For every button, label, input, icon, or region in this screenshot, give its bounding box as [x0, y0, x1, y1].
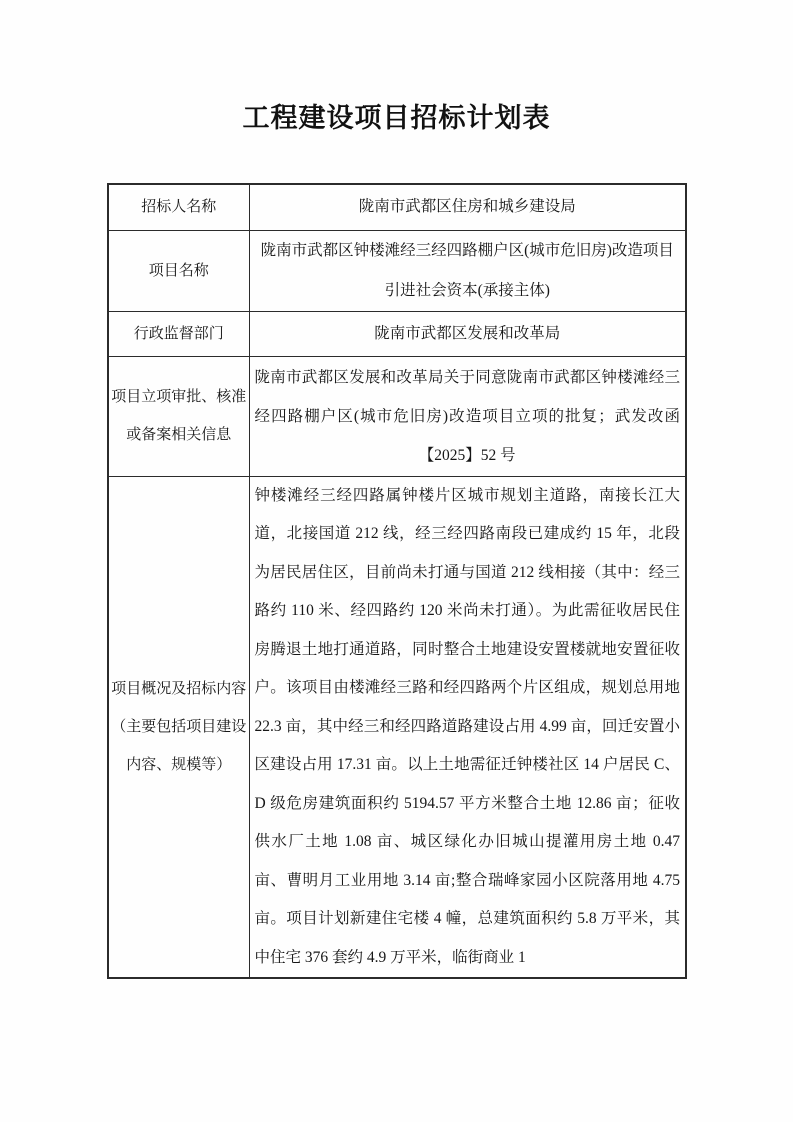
table-row-supervision-dept	[108, 311, 686, 356]
supervision-dept-value: 陇南市武都区发展和改革局	[249, 311, 686, 356]
table-row-bidder-name	[108, 184, 686, 230]
approval-info-value: 陇南市武都区发展和改革局关于同意陇南市武都区钟楼滩经三经四路棚户区(城市危旧房)改造项目立项的批复；武发改函【2025】52 号	[249, 356, 686, 476]
table-row-approval-info	[108, 356, 686, 476]
approval-info-label: 项目立项审批、核准或备案相关信息	[108, 356, 249, 476]
project-name-value: 陇南市武都区钟楼滩经三经四路棚户区(城市危旧房)改造项目引进社会资本(承接主体)	[249, 230, 686, 311]
bidder-name-value: 陇南市武都区住房和城乡建设局	[249, 184, 686, 230]
bidding-plan-table	[107, 183, 687, 979]
project-name-label: 项目名称	[108, 230, 249, 311]
bidder-name-label: 招标人名称	[108, 184, 249, 230]
table-row-project-overview	[108, 476, 686, 978]
page-title: 工程建设项目招标计划表	[242, 103, 551, 133]
table-row-project-name	[108, 230, 686, 311]
project-overview-value: 钟楼滩经三经四路属钟楼片区城市规划主道路，南接长江大道，北接国道 212 线，经三经四路南段已建成约 15 年，北段为居民居住区，目前尚未打通与国道 212 线相接（其中：经三路约 110 米、经四路约 120 米尚未打通）。为此需征收居民住房腾退土地打通道路，同时整合土地建设安置楼就地安置征收户。该项目由楼滩经三路和经四路两个片区组成，规划总用地 22.3 亩，其中经三和经四路道路建设占用 4.99 亩，回迁安置小区建设占用 17.31 亩。以上土地需征迁钟楼社区 14 户居民 C、D 级危房建筑面积约 5194.57 平方米整合土地 12.86 亩；征收供水厂土地 1.08 亩、城区绿化办旧城山提灌用房土地 0.47 亩、曹明月工业用地 3.14 亩;整合瑞峰家园小区院落用地 4.75 亩。项目计划新建住宅楼 4 幢，总建筑面积约 5.8 万平米，其中住宅 376 套约 4.9 万平米，临街商业 1	[249, 476, 686, 978]
supervision-dept-label: 行政监督部门	[108, 311, 249, 356]
project-overview-label: 项目概况及招标内容（主要包括项目建设内容、规模等）	[108, 476, 249, 978]
